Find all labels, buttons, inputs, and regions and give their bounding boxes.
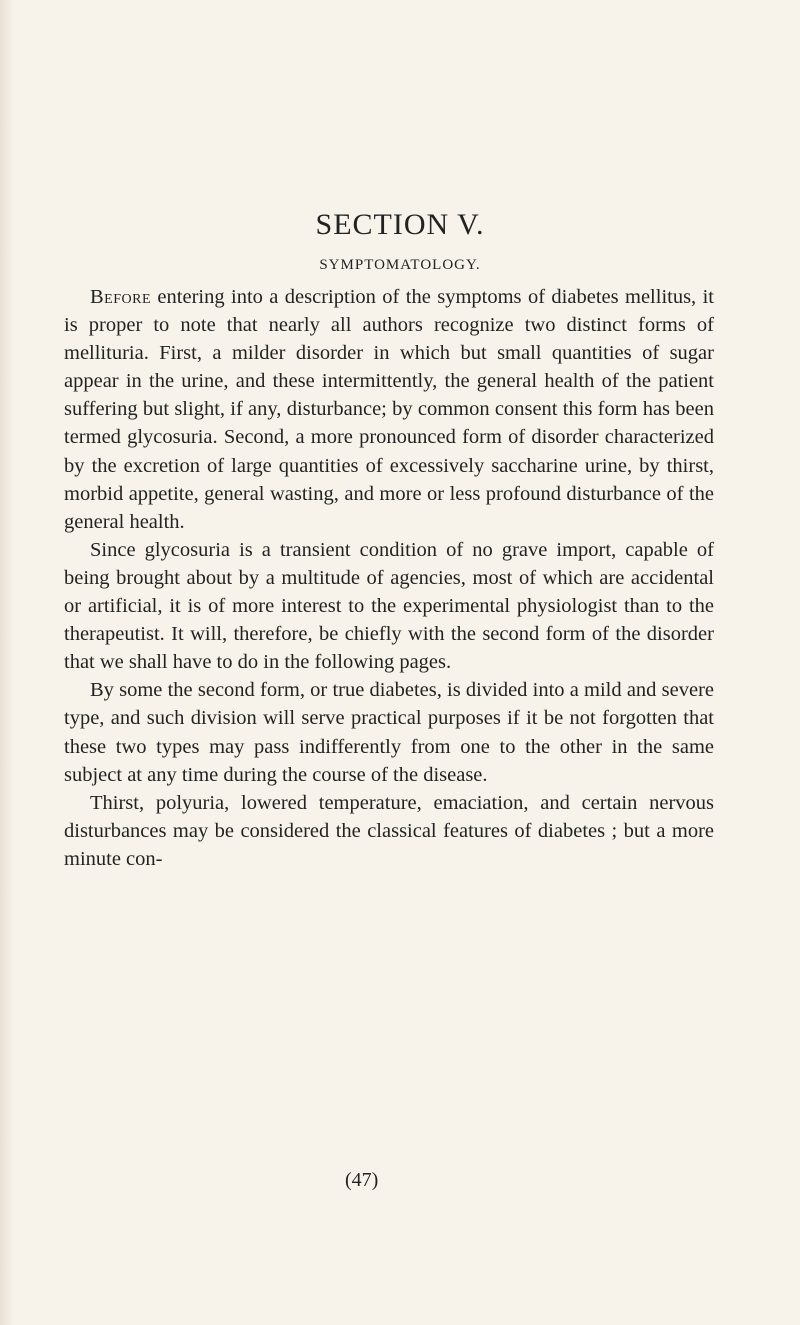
body-text [64,283,714,873]
page-number: (47) [345,1169,379,1191]
paragraph-lead-word: Before [90,286,152,308]
paragraph-text: entering into a description of the symptoms of diabetes mellitus, it is proper to note that nearly all authors recognize two distinct forms of mellituria. First, a milder disorder in which but small quantities of sugar appear in the urine, and these intermittently, the general health of the patient suffering but slight, if any, disturbance; by common consent this form has been termed glycosuria. Second, a more pronounced form of disorder characterized by the excretion of large quantities of excessively saccharine urine, by thirst, morbid appetite, general wasting, and more or less profound disturbance of the general health. [64,286,714,533]
paragraph [64,283,714,536]
section-subheading: SYMPTOMATOLOGY. [319,257,481,273]
page-edge-shadow [0,0,14,1325]
paragraph: By some the second form, or true diabetes, is divided into a mild and severe type, and such division will serve practical purposes if it be not forgotten that these two types may pass indifferently from one to the other in the same subject at any time during the course of the disease. [64,679,714,786]
section-heading: SECTION V. [315,208,485,241]
paragraph: Since glycosuria is a transient condition of no grave import, capable of being brought about by a multitude of agencies, most of which are accidental or artificial, it is of more interest to the experimental physiologist than to the therapeutist. It will, therefore, be chiefly with the second form of the disorder that we shall have to do in the following pages. [64,538,714,674]
paragraph: Thirst, polyuria, lowered temperature, emaciation, and certain nervous disturbances may be considered the classical features of diabetes ; but a more minute con- [64,791,714,870]
